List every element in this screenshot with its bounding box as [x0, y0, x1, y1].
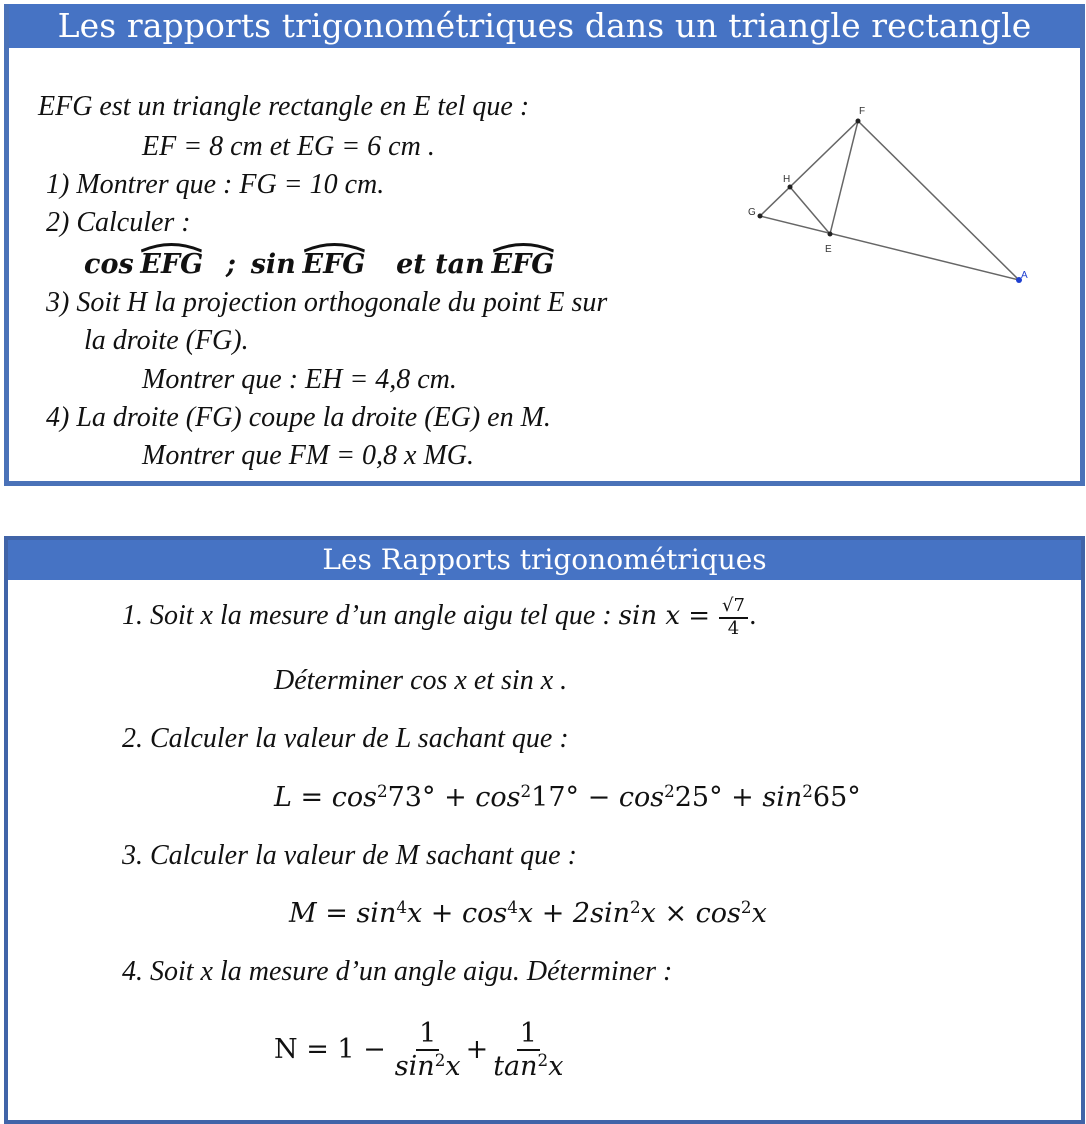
ex1-question-3-line1: 3) Soit H la projection orthogonale du point E sur — [46, 287, 608, 318]
ex1-question-1: 1) Montrer que : FG = 10 cm. — [46, 169, 385, 200]
cos-label: cos — [84, 249, 134, 280]
angle-efg-2: EFG — [303, 248, 366, 282]
exercise-1-title: Les rapports trigonométriques dans un triangle rectangle — [9, 4, 1080, 48]
sin-label: sin — [250, 249, 296, 280]
ex1-question-3-line2: la droite (FG). — [84, 325, 249, 356]
ex2-formula-m: $M = \sin^4x + \cos^4x + 2\sin^2x \times \cos^2x$ — [289, 896, 767, 929]
segment-fa — [858, 121, 1019, 280]
ex2-question-1: 1. Soit x la mesure d’un angle aigu tel que : sin x = $\frac{√7}{4}$ . — [122, 595, 757, 639]
angle-efg-3: EFG — [492, 248, 555, 282]
ex2-formula-n: N = 1 − $\frac{1}{\sin^2x}$ + $\frac{1}{\tan^2x}$ — [274, 1010, 568, 1090]
segment-he — [790, 187, 830, 234]
ex2-question-4: 4. Soit x la mesure d’un angle aigu. Déterminer : — [122, 956, 673, 987]
exercise-2-title: Les Rapports trigonométriques — [8, 540, 1081, 580]
label-h: H — [783, 174, 791, 185]
fraction-sqrt7-over-4: $\frac{√7}{4}$ — [719, 596, 748, 639]
ex1-question-4-line2: Montrer que FM = 0,8 x MG. — [142, 440, 475, 471]
ex2-question-2: 2. Calculer la valeur de L sachant que : — [122, 723, 569, 754]
segment-ga — [760, 216, 1019, 280]
ex1-question-2-formula — [84, 247, 554, 282]
ex2-formula-l: $L = \cos^273^\circ + \cos^217^\circ - \cos^225^\circ + \sin^265^\circ$ — [274, 780, 861, 813]
ex1-question-4-line1: 4) La droite (FG) coupe la droite (EG) en M. — [46, 402, 551, 433]
ex1-question-2: 2) Calculer : — [46, 207, 191, 238]
ex2-question-1-determine: Déterminer cos x et sin x . — [274, 665, 568, 696]
point-g — [758, 214, 763, 219]
separator: ; — [225, 249, 236, 280]
label-f: F — [859, 106, 866, 117]
label-e: E — [825, 244, 832, 255]
ex1-given: EF = 8 cm et EG = 6 cm . — [142, 131, 435, 162]
fraction-1-over-sin2x: $\frac{1}{\sin^2x}$ — [394, 1017, 461, 1082]
ex1-intro: EFG est un triangle rectangle en E tel que : — [38, 91, 530, 122]
point-h — [788, 185, 793, 190]
fraction-1-over-tan2x: $\frac{1}{\tan^2x}$ — [493, 1017, 564, 1082]
label-a: A — [1021, 270, 1028, 281]
point-f — [856, 119, 861, 124]
segment-fg — [760, 121, 858, 216]
tan-label: et tan — [396, 249, 485, 280]
angle-efg-1: EFG — [140, 248, 203, 282]
ex1-question-3-line3: Montrer que : EH = 4,8 cm. — [142, 364, 457, 395]
segment-fe — [830, 121, 858, 234]
triangle-figure — [735, 98, 1035, 298]
label-g: G — [748, 207, 756, 218]
point-e — [828, 232, 833, 237]
ex2-question-3: 3. Calculer la valeur de M sachant que : — [122, 840, 577, 871]
